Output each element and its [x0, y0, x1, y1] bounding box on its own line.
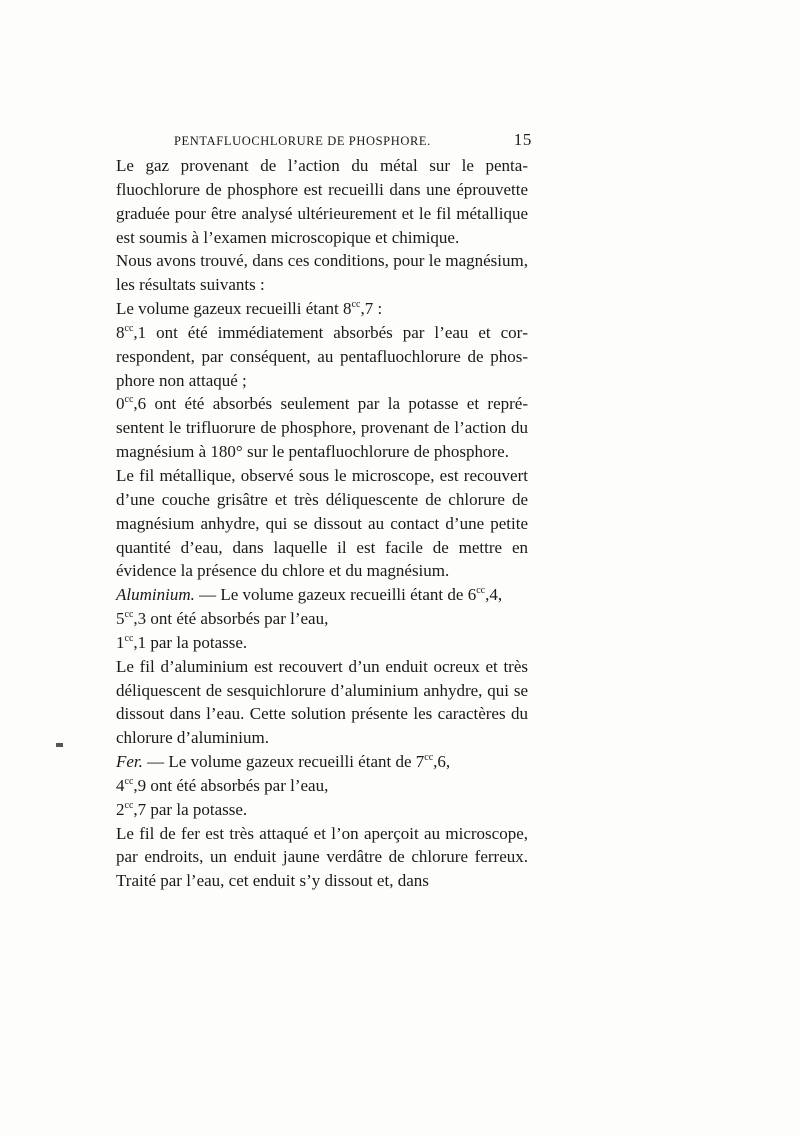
paragraph-aluminium-water	[116, 607, 528, 631]
text-fragment: ,7 par la potasse.	[133, 799, 248, 819]
unit-cc: cc	[124, 394, 134, 406]
paragraph-aluminium-volume	[116, 583, 528, 607]
body-text	[116, 154, 528, 893]
unit-cc: cc	[476, 585, 486, 597]
paragraph-aluminium-potash	[116, 631, 528, 655]
paragraph-gas-collection: Le gaz provenant de l’action du métal sur le pentafluochlorure de phosphore est recueilli dans une éprouvette graduée pour être analysé ultérieurement et le fil métallique est soumis à l’examen microscopique et chimique.	[116, 156, 528, 247]
text-fragment: ,1 ont été immédiatement absorbés par l’eau et correspondent, par conséquent, au pentafluochlorure de phosphore non attaqué ;	[116, 322, 528, 390]
text-fragment: ,9 ont été absorbés par l’eau,	[133, 775, 329, 795]
unit-cc: cc	[124, 775, 134, 787]
text-fragment: — Le volume gazeux recueilli étant de 7	[142, 752, 425, 772]
paragraph-iron-wire: Le fil de fer est très attaqué et l’on aperçoit au microscope, par endroits, un enduit jaune verdâtre de chlorure ferreux. Traité par l’eau, cet enduit s’y dissout et, dans	[116, 823, 528, 891]
text-fragment: 4	[116, 775, 125, 795]
unit-cc: cc	[124, 632, 134, 644]
section-label-iron: Fer.	[116, 752, 143, 772]
text-fragment: ,6,	[433, 752, 451, 772]
section-label-aluminium: Aluminium.	[116, 585, 195, 605]
paragraph-magnesium-water	[116, 321, 528, 393]
margin-mark	[56, 743, 63, 747]
paragraph-iron-water	[116, 774, 528, 798]
paragraph-aluminium-wire: Le fil d’aluminium est recouvert d’un enduit ocreux et très déliquescent de sesquichlorure d’aluminium anhydre, qui se dissout dans l’eau. Cette solution présente les caractères du chlorure d’aluminium.	[116, 656, 528, 748]
text-fragment: ,6 ont été absorbés seulement par la potasse et représentent le trifluorure de phosphore, provenant de l’action du magnésium à 180° sur le pentafluochlorure de phosphore.	[116, 394, 528, 462]
paragraph-magnesium-wire: Le fil métallique, observé sous le microscope, est recouvert d’une couche grisâtre et très déliquescente de chlorure de magnésium anhydre, qui se dissout au contact d’une petite quantité d’eau, dans laquelle il est facile de mettre en évidence la présence du chlore et du magnésium.	[116, 465, 528, 581]
text-fragment: ,1 par la potasse.	[133, 632, 248, 652]
unit-cc: cc	[424, 752, 434, 764]
text-fragment: ,3 ont été absorbés par l’eau,	[133, 609, 329, 629]
text-fragment: 5	[116, 609, 125, 629]
page-number: 15	[513, 130, 532, 149]
running-title: PENTAFLUOCHLORURE DE PHOSPHORE.	[174, 134, 431, 148]
paragraph-magnesium-potash	[116, 392, 528, 464]
unit-cc: cc	[124, 609, 134, 621]
text-fragment: — Le volume gazeux recueilli étant de 6	[194, 585, 477, 605]
book-page	[116, 130, 532, 893]
unit-cc: cc	[124, 799, 134, 811]
paragraph-iron-volume	[116, 750, 528, 774]
text-fragment: ,4,	[485, 585, 503, 605]
unit-cc: cc	[351, 299, 361, 311]
running-head	[116, 130, 532, 152]
text-fragment: 8	[116, 322, 125, 342]
text-fragment: Le volume gazeux recueilli étant 8	[116, 299, 352, 319]
paragraph-magnesium-volume	[116, 297, 528, 321]
text-fragment: 0	[116, 394, 125, 414]
paragraph-iron-potash	[116, 798, 528, 822]
text-fragment: 1	[116, 632, 125, 652]
text-fragment: ,7 :	[360, 299, 383, 319]
paragraph-magnesium-intro: Nous avons trouvé, dans ces conditions, pour le magnésium, les résultats suivants :	[116, 251, 528, 295]
unit-cc: cc	[124, 322, 134, 334]
text-fragment: 2	[116, 799, 125, 819]
